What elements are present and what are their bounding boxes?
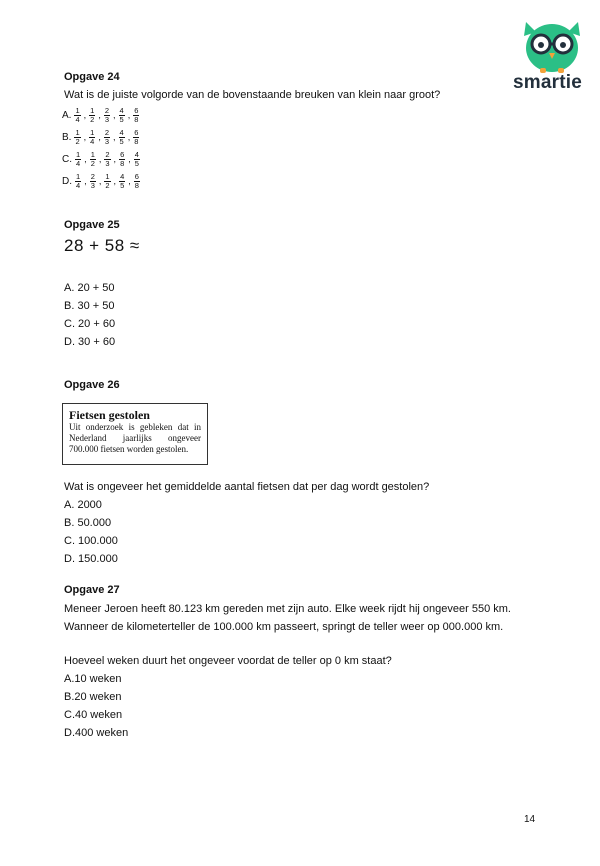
fraction: $\frac{1}{2}$ [75, 127, 80, 146]
q25-options [64, 279, 115, 351]
q26-question: Wat is ongeveer het gemiddelde aantal fietsen dat per dag wordt gestolen? [64, 481, 430, 493]
q27-option-a[interactable]: A.10 weken [64, 673, 122, 685]
q25-option-d[interactable]: D. 30 + 60 [64, 336, 116, 348]
fraction: $\frac{1}{4}$ [90, 127, 95, 146]
q25-option-c[interactable]: C. 20 + 60 [64, 318, 116, 330]
fraction: $\frac{1}{2}$ [105, 171, 110, 190]
fraction: $\frac{4}{5}$ [119, 105, 124, 124]
fraction: $\frac{1}{4}$ [75, 105, 80, 124]
q27-text-line2: Wanneer de kilometerteller de 100.000 km passeert, springt de teller weer op 000.000 km. [64, 621, 504, 633]
q26-title: Opgave 26 [64, 379, 120, 391]
option-letter: B. [62, 131, 72, 143]
q27-options [64, 670, 128, 742]
q24-options [62, 104, 142, 192]
q27-title: Opgave 27 [64, 584, 120, 596]
q25-option-a[interactable]: A. 20 + 50 [64, 282, 115, 294]
fraction: $\frac{2}{3}$ [105, 149, 110, 168]
brand-name: smartie [513, 72, 582, 93]
q27-question: Hoeveel weken duurt het ongeveer voordat de teller op 0 km staat? [64, 655, 392, 667]
fraction: $\frac{4}{5}$ [120, 171, 125, 190]
page-number: 14 [524, 814, 536, 825]
option-letter: A. [62, 109, 72, 121]
fraction: $\frac{4}{5}$ [119, 127, 124, 146]
option-letter: D. [62, 175, 72, 187]
q27-option-b[interactable]: B.20 weken [64, 691, 122, 703]
q26-option-d[interactable]: D. 150.000 [64, 553, 118, 565]
fraction: $\frac{6}{8}$ [134, 171, 139, 190]
q25-title: Opgave 25 [64, 219, 120, 231]
q26-option-b[interactable]: B. 50.000 [64, 517, 112, 529]
fraction: $\frac{2}{3}$ [90, 171, 95, 190]
fraction: $\frac{1}{4}$ [76, 149, 81, 168]
q26-options [64, 496, 118, 568]
fraction: $\frac{1}{2}$ [90, 105, 95, 124]
q25-option-b[interactable]: B. 30 + 50 [64, 300, 115, 312]
option-letter: C. [62, 153, 72, 165]
fraction: $\frac{6}{8}$ [120, 149, 125, 168]
q24-question: Wat is de juiste volgorde van de bovenstaande breuken van klein naar groot? [64, 89, 441, 101]
q24-title: Opgave 24 [64, 71, 120, 83]
fraction: $\frac{6}{8}$ [134, 105, 139, 124]
fraction: $\frac{1}{2}$ [90, 149, 95, 168]
news-body: Uit onderzoek is gebleken dat in Nederland jaarlijks ongeveer 700.000 fietsen worden gestolen. [69, 422, 201, 454]
q24-option-d[interactable]: D. $\frac{1}{4}$ , $\frac{2}{3}$ , $\frac{1}{2}$ , $\frac{4}{5}$ , $\frac{6}{8}$ [62, 171, 139, 190]
q27-option-c[interactable]: C.40 weken [64, 709, 123, 721]
q27-text-line1: Meneer Jeroen heeft 80.123 km gereden met zijn auto. Elke week rijdt hij ongeveer 550 km. [64, 603, 511, 615]
fraction: $\frac{2}{3}$ [104, 127, 109, 146]
news-clipping [62, 403, 208, 465]
q24-option-a[interactable]: A. $\frac{1}{4}$ , $\frac{1}{2}$ , $\frac{2}{3}$ , $\frac{4}{5}$ , $\frac{6}{8}$ [62, 105, 139, 124]
q24-option-b[interactable]: B. $\frac{1}{2}$ , $\frac{1}{4}$ , $\frac{2}{3}$ , $\frac{4}{5}$ , $\frac{6}{8}$ [62, 127, 139, 146]
q25-expression: 28 + 58 ≈ [64, 236, 140, 255]
fraction: $\frac{1}{4}$ [76, 171, 81, 190]
q24-option-c[interactable]: C. $\frac{1}{4}$ , $\frac{1}{2}$ , $\frac{2}{3}$ , $\frac{6}{8}$ , $\frac{4}{5}$ [62, 149, 139, 168]
q26-option-a[interactable]: A. 2000 [64, 499, 102, 511]
q27-option-d[interactable]: D.400 weken [64, 727, 129, 739]
news-headline: Fietsen gestolen [69, 408, 150, 422]
q26-option-c[interactable]: C. 100.000 [64, 535, 118, 547]
fraction: $\frac{2}{3}$ [104, 105, 109, 124]
fraction: $\frac{6}{8}$ [134, 127, 139, 146]
fraction: $\frac{4}{5}$ [134, 149, 139, 168]
